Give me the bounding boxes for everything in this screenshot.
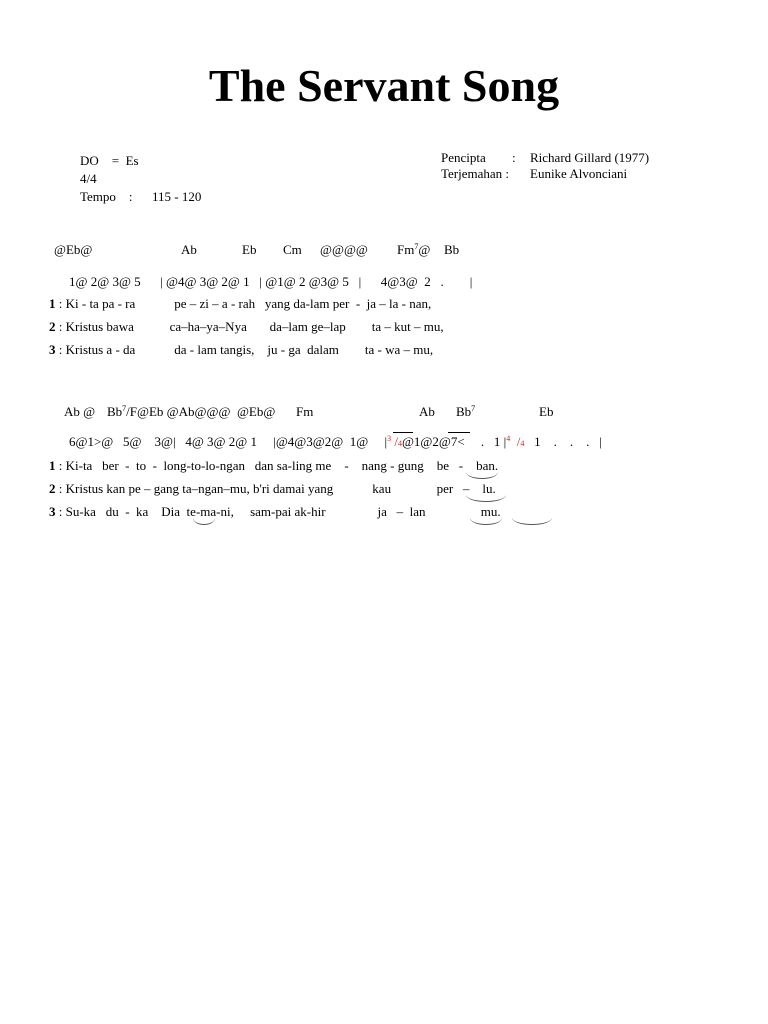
chord: Bb bbox=[444, 242, 460, 257]
slur-arc bbox=[193, 518, 215, 525]
composer-label: Pencipta bbox=[441, 150, 486, 165]
chord-fm7 bbox=[397, 242, 430, 260]
volta-bar: | bbox=[384, 434, 388, 449]
notes-segment: 6@1>@ 5@ 3@| 4@ 3@ 2@ 1 |@4@3@2@ 1@ bbox=[69, 434, 369, 449]
slur-arc bbox=[512, 518, 552, 525]
verse-lyrics: : Ki - ta pa - ra pe – zi – a - rah yang da-lam per - ja – la - nan, bbox=[55, 296, 432, 311]
chord-extension: 7 bbox=[122, 404, 127, 413]
tempo-label: Tempo : bbox=[80, 189, 133, 204]
verse-number: 2 bbox=[49, 319, 56, 334]
chord-bb7 bbox=[456, 404, 475, 422]
chord: Ab bbox=[181, 242, 197, 257]
translator-label: Terjemahan : bbox=[441, 166, 510, 181]
verse-number: 2 bbox=[49, 481, 56, 496]
system1-notation: 1@ 2@ 3@ 5 | @4@ 3@ 2@ 1 | @1@ 2 @3@ 5 | 4@3@ 2 . | bbox=[69, 274, 473, 289]
verse-lyrics: : Kristus a - da da - lam tangis, ju - ga dalam ta - wa – mu, bbox=[55, 342, 434, 357]
composer-value: Richard Gillard (1977) bbox=[530, 150, 650, 165]
chord: Fm bbox=[296, 404, 314, 419]
verse-number: 1 bbox=[49, 296, 56, 311]
volta-2-denominator: 4 bbox=[520, 439, 525, 448]
chord: Ab bbox=[419, 404, 435, 419]
chord-sequence: /F@Eb @Ab@@@ @Eb@ bbox=[126, 404, 276, 419]
chord: Eb bbox=[242, 242, 257, 257]
chord-extension: 7 bbox=[471, 404, 476, 413]
notes-segment: 1 . . . | bbox=[534, 434, 602, 449]
system2-verse-2 bbox=[49, 481, 496, 497]
slur-arc bbox=[466, 472, 498, 479]
translator-value: Eunike Alvonciani bbox=[530, 166, 628, 181]
system1-verse-2 bbox=[49, 319, 444, 335]
chord: Ab @ bbox=[64, 404, 96, 419]
verse-number: 3 bbox=[49, 342, 56, 357]
verse-lyrics: : Kristus kan pe – gang ta–ngan–mu, b'ri damai yang kau per – lu. bbox=[55, 481, 496, 496]
key-signature: DO = Es bbox=[80, 153, 139, 168]
verse-lyrics: : Ki-ta ber - to - long-to-lo-ngan dan sa-ling me - nang - gung be - ban. bbox=[55, 458, 499, 473]
verse-lyrics: : Kristus bawa ca–ha–ya–Nya da–lam ge–lap ta – kut – mu, bbox=[55, 319, 444, 334]
slur-arc bbox=[470, 518, 502, 525]
chord: @@@@ bbox=[320, 242, 368, 257]
chord: @Eb@ bbox=[54, 242, 93, 257]
system2-notation bbox=[69, 434, 602, 452]
system2-verse-3 bbox=[49, 504, 501, 520]
system1-verse-3 bbox=[49, 342, 433, 358]
volta-2-number: 4 bbox=[506, 434, 511, 443]
chord: Eb bbox=[539, 404, 554, 419]
slur-arc bbox=[466, 495, 506, 502]
system1-verse-1 bbox=[49, 296, 431, 312]
chord-extension: 7 bbox=[414, 242, 419, 251]
system2-verse-1 bbox=[49, 458, 498, 474]
verse-lyrics: : Su-ka du - ka Dia te-ma-ni, sam-pai ak-hir ja – lan mu. bbox=[55, 504, 501, 519]
tempo-value: 115 - 120 bbox=[152, 189, 202, 204]
volta-2-slash: / bbox=[516, 434, 521, 449]
verse-number: 1 bbox=[49, 458, 56, 473]
chord-root: Bb bbox=[107, 404, 123, 419]
time-signature: 4/4 bbox=[80, 171, 97, 186]
note-overline bbox=[393, 432, 413, 433]
chord: Cm bbox=[283, 242, 302, 257]
chord-root: Fm bbox=[397, 242, 415, 257]
song-title: The Servant Song bbox=[208, 60, 560, 111]
chord-root: Bb bbox=[456, 404, 472, 419]
volta-1-denominator: 4 bbox=[397, 439, 402, 448]
volta-1-number: 3 bbox=[387, 434, 392, 443]
composer-separator: : bbox=[512, 150, 516, 165]
verse-number: 3 bbox=[49, 504, 56, 519]
volta-1-slash: / bbox=[394, 434, 398, 449]
note-overline bbox=[448, 432, 470, 433]
notes-segment: @1@2@7< . 1 | bbox=[401, 434, 507, 449]
chord-suffix: @ bbox=[418, 242, 431, 257]
chord-bb7-group bbox=[107, 404, 275, 422]
